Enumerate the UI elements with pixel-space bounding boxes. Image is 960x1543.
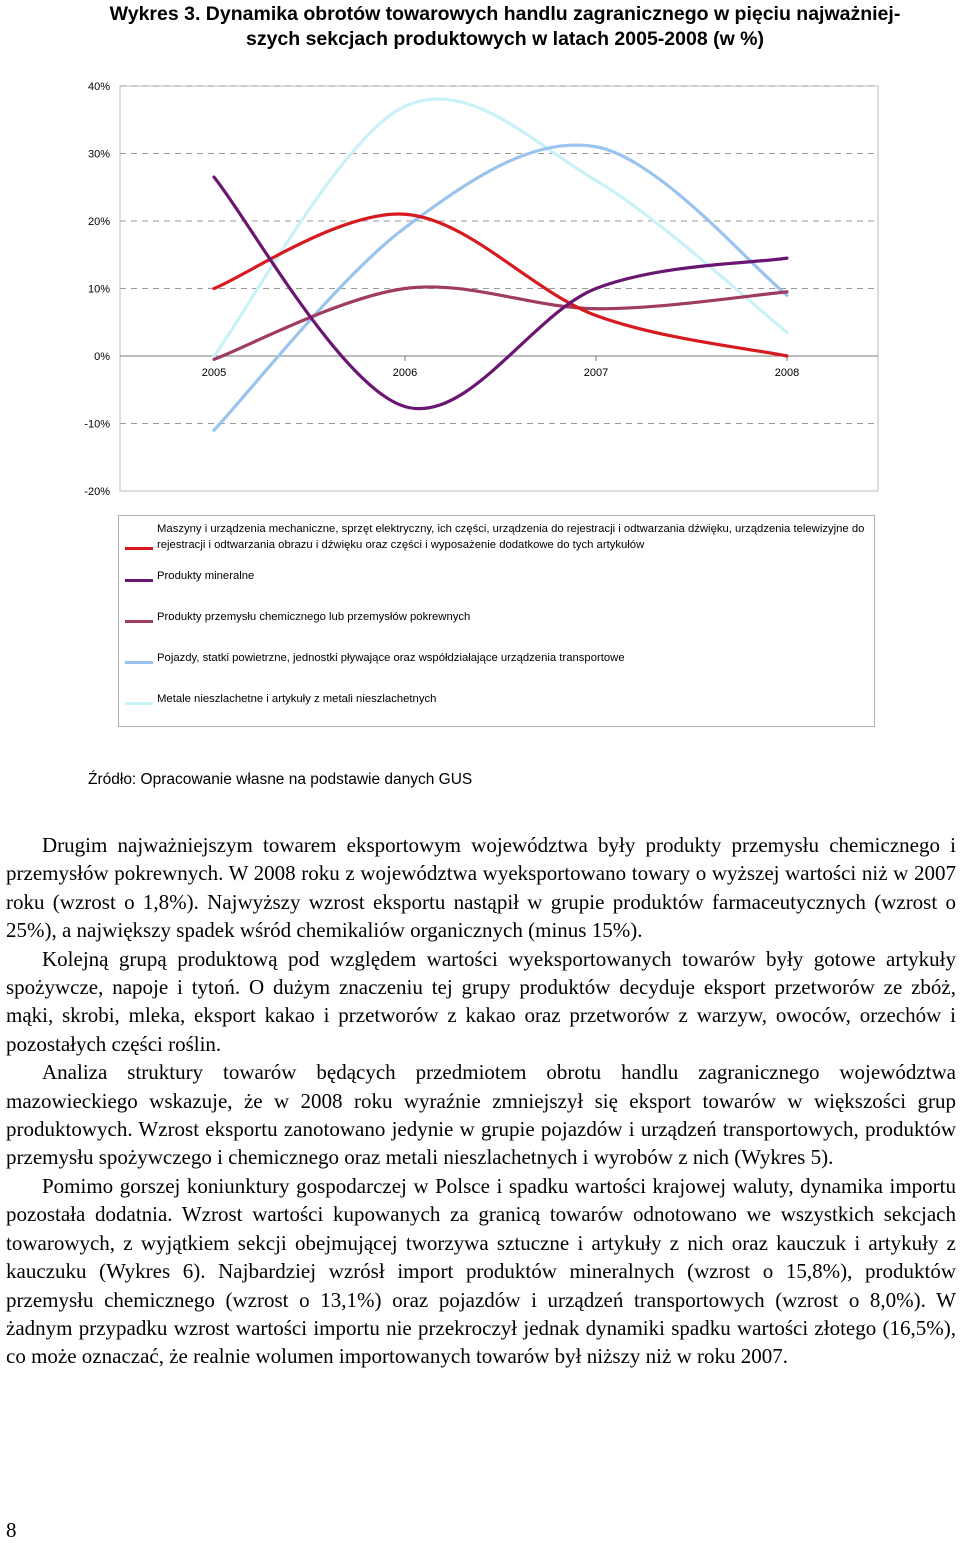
legend-label-vehicles: Pojazdy, statki powietrzne, jednostki pływające oraz współdziałające urządzenia transportowe xyxy=(157,652,625,664)
paragraph: Kolejną grupą produktową pod względem wartości wyeksportowanych towarów były gotowe artykuły spożywcze, napoje i tytoń. O dużym znaczeniu tej grupy produktów decyduje eksport przetworów ze zbóż, mąki, skrobi, mleka, eksport kakao i przetworów z kakao oraz przetworów z warzyw, owoców, orzechów i pozostałych części roślin. xyxy=(6,946,956,1056)
x-tick-label: 2007 xyxy=(583,367,609,379)
y-tick-label: 10% xyxy=(87,283,110,296)
page-number: 8 xyxy=(6,1518,17,1542)
legend-label-chemical: Produkty przemysłu chemicznego lub przemysłów pokrewnych xyxy=(157,611,471,623)
x-tick-label: 2008 xyxy=(774,367,800,379)
body-text xyxy=(6,831,956,1371)
x-tick-label: 2006 xyxy=(392,367,418,379)
y-tick-label: 30% xyxy=(87,148,110,161)
legend-label-metals: Metale nieszlachetne i artykuły z metali nieszlachetnych xyxy=(157,693,437,705)
chart-svg xyxy=(0,60,960,500)
chart-title xyxy=(80,2,930,52)
paragraph: Analiza struktury towarów będących przedmiotem obrotu handlu zagranicznego województwa mazowieckiego wskazuje, że w 2008 roku wyraźnie zmniejszył się eksport towarów w większości grup produktowych. Wzrost eksportu zanotowano jedynie w grupie pojazdów i urządzeń transportowych, produktów przemysłu spożywczego i chemicznego oraz metali nieszlachetnych i wyrobów z nich (Wykres 5). xyxy=(6,1060,956,1170)
y-tick-label: 40% xyxy=(87,81,110,93)
series-line-0 xyxy=(214,214,787,356)
series-line-2 xyxy=(214,287,787,359)
legend-label-mineral: Produkty mineralne xyxy=(157,570,255,582)
y-tick-label: -20% xyxy=(84,486,110,498)
paragraph: Pomimo gorszej koniunktury gospodarczej w Polsce i spadku wartości krajowej waluty, dynamika importu pozostała dodatnia. Wzrost wartości kupowanych za granicą towarów odnotowano we wszystkich sekcjach towarowych, z wyjątkiem sekcji obejmującej tworzywa sztuczne i artykuły z nich oraz kauczuk i artykuły z kauczuku (Wykres 6). Najbardziej wzrósł import produktów mineralnych (wzrost o 15,8%), produktów przemysłu chemicznego (wzrost o 13,1%) oraz pojazdów i urządzeń transportowych (wzrost o 8,0%). W żadnym przypadku wzrost wartości importu nie przekroczył jednak dynamiki spadku wartości złotego (16,5%), co może oznaczać, że realnie wolumen importowanych towarów był niższy niż w roku 2007. xyxy=(6,1173,956,1369)
legend-swatch-mineral xyxy=(125,579,153,582)
legend-label-machinery: Maszyny i urządzenia mechaniczne, sprzęt elektryczny, ich części, urządzenia do rejestracji i odtwarzania dźwięku, urządzenia telewizyjne do rejestracji i odtwarzania obrazu i dźwięku oraz części i wyposażenie dodatkowe do tych artykułów xyxy=(157,523,865,551)
series-line-3 xyxy=(214,145,787,430)
legend-swatch-vehicles xyxy=(125,661,153,664)
x-tick-label: 2005 xyxy=(201,367,227,379)
legend-swatch-metals xyxy=(125,702,153,705)
line-chart xyxy=(0,60,960,500)
chart-title-line-2: szych sekcjach produktowych w latach 2005-2008 (w %) xyxy=(245,28,765,50)
y-tick-label: 20% xyxy=(87,216,110,228)
paragraph: Drugim najważniejszym towarem eksportowym województwa były produkty przemysłu chemicznego i przemysłów pokrewnych. W 2008 roku z województwa wyeksportowano towary o wyższej wartości niż w 2007 roku (wzrost o 1,8%). Najwyższy wzrost eksportu nastąpił w grupie produktów farmaceutycznych (wzrost o 25%), a największy spadek wśród chemikaliów organicznych (minus 15%). xyxy=(6,833,956,943)
chart-title-line-1: Wykres 3. Dynamika obrotów towarowych handlu zagranicznego w pięciu najważniej- xyxy=(109,3,901,25)
legend-swatch-chemical xyxy=(125,620,153,623)
chart-legend xyxy=(118,515,875,727)
series-line-4 xyxy=(214,99,787,356)
legend-swatch-machinery xyxy=(125,547,153,550)
chart-source: Źródło: Opracowanie własne na podstawie danych GUS xyxy=(88,771,473,788)
y-tick-label: 0% xyxy=(94,351,110,363)
y-tick-label: -10% xyxy=(84,418,110,431)
